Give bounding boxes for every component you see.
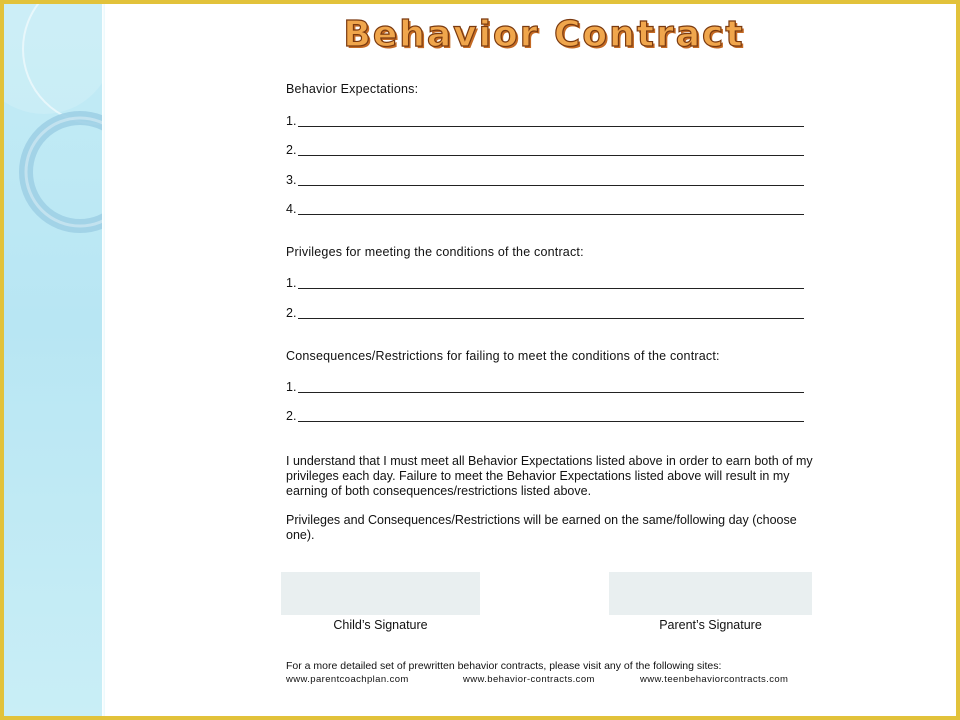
document-page: [4, 4, 956, 716]
line-number: 3.: [286, 173, 297, 187]
privilege-line-1[interactable]: [286, 276, 806, 290]
expectation-line-4[interactable]: [286, 202, 806, 216]
line-number: 1.: [286, 276, 297, 290]
consequence-line-1[interactable]: [286, 380, 806, 394]
line-number: 1.: [286, 380, 297, 394]
privilege-line-2[interactable]: [286, 306, 806, 320]
line-number: 2.: [286, 143, 297, 157]
decorative-sidebar: [4, 4, 105, 716]
link-behavior-contracts[interactable]: www.behavior-contracts.com: [463, 674, 595, 685]
section-heading-consequences: Consequences/Restrictions for failing to meet the conditions of the contract:: [286, 349, 720, 363]
link-teenbehaviorcontracts[interactable]: www.teenbehaviorcontracts.com: [640, 674, 789, 685]
page-title: Behavior Contract: [343, 14, 745, 55]
earning-day-paragraph: Privileges and Consequences/Restrictions will be earned on the same/following day (choose one).: [286, 513, 797, 542]
link-parentcoachplan[interactable]: www.parentcoachplan.com: [286, 674, 409, 685]
section-heading-expectations: Behavior Expectations:: [286, 82, 419, 96]
child-signature-box[interactable]: [281, 572, 480, 615]
consequence-line-2[interactable]: [286, 409, 806, 423]
parent-signature-box[interactable]: [609, 572, 812, 615]
child-signature-label: Child’s Signature: [333, 618, 428, 632]
expectation-line-2[interactable]: [286, 143, 806, 157]
line-number: 2.: [286, 306, 297, 320]
footer-note: For a more detailed set of prewritten behavior contracts, please visit any of the following sites:: [286, 660, 722, 672]
line-number: 2.: [286, 409, 297, 423]
line-number: 4.: [286, 202, 297, 216]
agreement-paragraph: I understand that I must meet all Behavior Expectations listed above in order to earn both of my privileges each day. Failure to meet the Behavior Expectations listed above will result in my earning of both consequences/restrictions listed above.: [286, 454, 813, 498]
expectation-line-1[interactable]: [286, 114, 806, 128]
decorative-circles: [4, 4, 105, 716]
section-heading-privileges: Privileges for meeting the conditions of the contract:: [286, 245, 584, 259]
line-number: 1.: [286, 114, 297, 128]
expectation-line-3[interactable]: [286, 173, 806, 187]
parent-signature-label: Parent’s Signature: [659, 618, 762, 632]
